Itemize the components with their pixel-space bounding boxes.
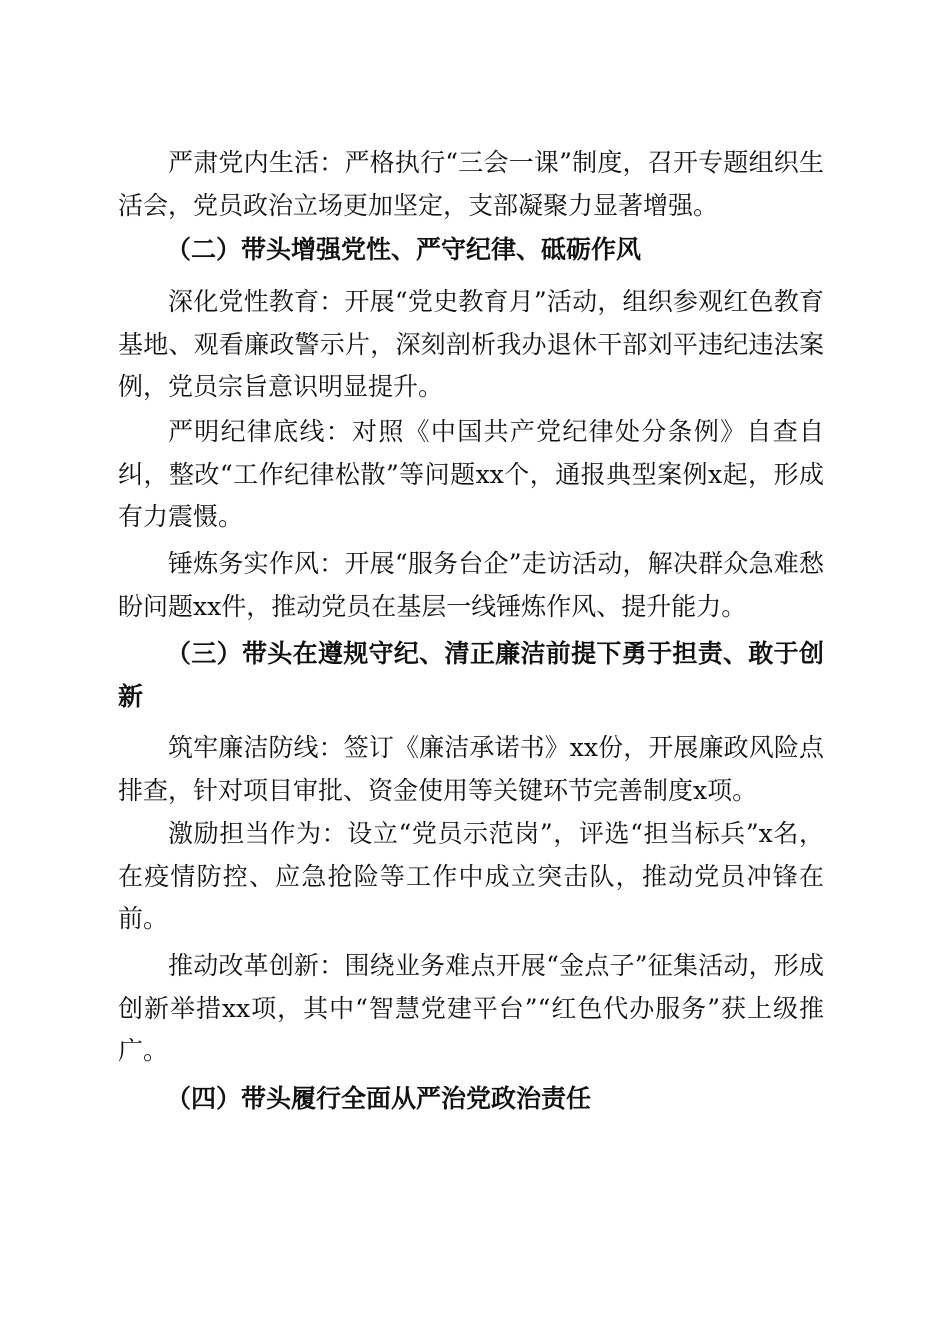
paragraph-strict-party-life: 严肃党内生活：严格执行“三会一课”制度，召开专题组织生活会，党员政治立场更加坚定，支部凝聚力显著增强。 [118, 148, 824, 220]
paragraph-discipline: 严明纪律底线：对照《中国共产党纪律处分条例》自查自纠，整改“工作纪律松散”等问题xx个，通报典型案例x起，形成有力震慑。 [118, 417, 824, 531]
paragraph-party-education: 深化党性教育：开展“党史教育月”活动，组织参观红色教育基地、观看廉政警示片，深刻剖析我办退休干部刘平违纪违法案例，党员宗旨意识明显提升。 [118, 287, 824, 401]
section-heading-3: （三）带头在遵规守纪、清正廉洁前提下勇于担责、敢于创新 [118, 639, 824, 711]
section-heading-2: （二）带头增强党性、严守纪律、砥砺作风 [166, 235, 642, 264]
section-heading-4: （四）带头履行全面从严治党政治责任 [166, 1084, 592, 1113]
paragraph-integrity: 筑牢廉洁防线：签订《廉洁承诺书》xx份，开展廉政风险点排查，针对项目审批、资金使用等关键环节完善制度x项。 [118, 733, 824, 805]
paragraph-work-style: 锤炼务实作风：开展“服务台企”走访活动，解决群众急难愁盼问题xx件，推动党员在基层一线锤炼作风、提升能力。 [118, 549, 824, 621]
paragraph-innovation: 推动改革创新：围绕业务难点开展“金点子”征集活动，形成创新举措xx项，其中“智慧党建平台”“红色代办服务”获上级推广。 [118, 951, 824, 1065]
paragraph-responsibility: 激励担当作为：设立“党员示范岗”，评选“担当标兵”x名，在疫情防控、应急抢险等工作中成立突击队，推动党员冲锋在前。 [118, 819, 824, 933]
